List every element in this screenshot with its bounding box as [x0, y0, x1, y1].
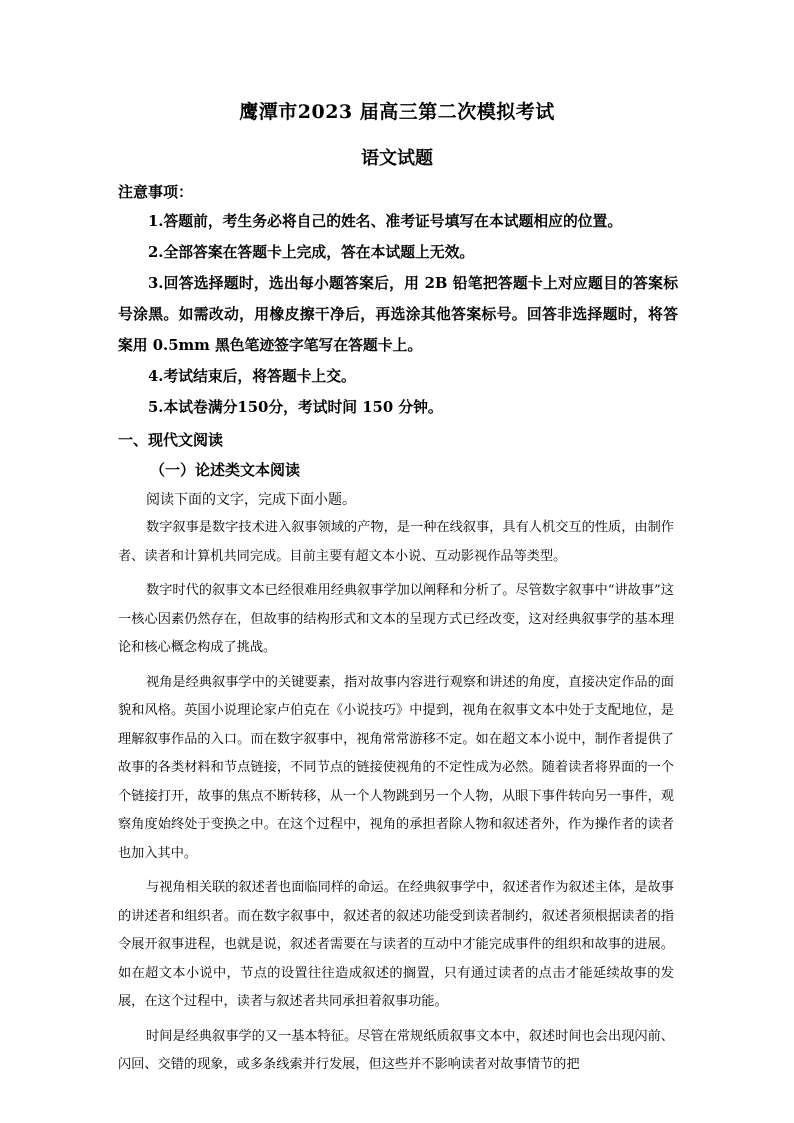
passage-paragraph: 与视角相关联的叙述者也面临同样的命运。在经典叙事学中，叙述者作为叙述主体，是故事的讲述者和组织者。而在数字叙事中，叙述者的叙述功能受到读者制约，叙述者须根据读者的指令展开叙事进程，也就是说，叙述者需要在与读者的互动中才能完成事件的组织和故事的进展。如在超文本小说中，节点的设置往往造成叙述的搁置，只有通过读者的点击才能延续故事的发展，在这个过程中，读者与叙述者共同承担着叙事功能。 — [118, 880, 674, 1009]
notes-heading: 注意事项： — [118, 183, 194, 201]
section-subheading: （一）论述类文本阅读 — [150, 461, 301, 479]
note-item: 4.考试结束后，将答题卡上交。 — [148, 368, 356, 385]
note-item: 3.回答选择题时，选出每小题答案后，用 2B 铅笔把答题卡上对应题目的答案标号涂黑。如需改动，用橡皮擦干净后，再选涂其他答案标号。回答非选择题时，将答案用 0.5mm 黑色笔迹签字笔写在答题卡上。 — [118, 275, 678, 354]
note-item: 1.答题前，考生务必将自己的姓名、准考证号填写在本试题相应的位置。 — [148, 213, 623, 230]
passage-paragraph: 时间是经典叙事学的又一基本特征。尽管在常规纸质叙事文本中，叙述时间也会出现闪前、闪回、交错的现象，或多条线索并行发展，但这些并不影响读者对故事情节的把 — [118, 1028, 674, 1072]
passage-paragraph: 数字时代的叙事文本已经很难用经典叙事学加以阐释和分析了。尽管数字叙事中“讲故事”这一核心因素仍然存在，但故事的结构形式和文本的呈现方式已经改变，这对经典叙事学的基本理论和核心概念构成了挑战。 — [118, 583, 674, 655]
reading-instruction: 阅读下面的文字，完成下面小题。 — [146, 492, 356, 508]
section-heading: 一、现代文阅读 — [118, 431, 224, 449]
note-item: 2.全部答案在答题卡上完成，答在本试题上无效。 — [148, 244, 475, 261]
passage-paragraph: 数字叙事是数字技术进入叙事领域的产物，是一种在线叙事，具有人机交互的性质，由制作者、读者和计算机共同完成。目前主要有超文本小说、互动影视作品等类型。 — [118, 520, 674, 564]
exam-subtitle: 语文试题 — [361, 148, 433, 169]
passage-paragraph: 视角是经典叙事学中的关键要素，指对故事内容进行观察和讲述的角度，直接决定作品的面貌和风格。英国小说理论家卢伯克在《小说技巧》中提到，视角在叙事文本中处于支配地位，是理解叙事作品的入口。而在数字叙事中，视角常常游移不定。如在超文本小说中，制作者提供了故事的各类材料和节点链接，不同节点的链接使视角的不定性成为必然。随着读者将界面的一个个链接打开，故事的焦点不断转移，从一个人物跳到另一个人物，从眼下事件转向另一事件，观察角度始终处于变换之中。在这个过程中，视角的承担者除人物和叙述者外，作为操作者的读者也加入其中。 — [118, 674, 674, 861]
exam-title: 鹰潭市2023 届高三第二次模拟考试 — [239, 101, 555, 123]
reading-passage — [118, 514, 674, 1080]
notes-list — [118, 206, 678, 423]
note-item: 5.本试卷满分150分，考试时间 150 分钟。 — [148, 399, 443, 416]
